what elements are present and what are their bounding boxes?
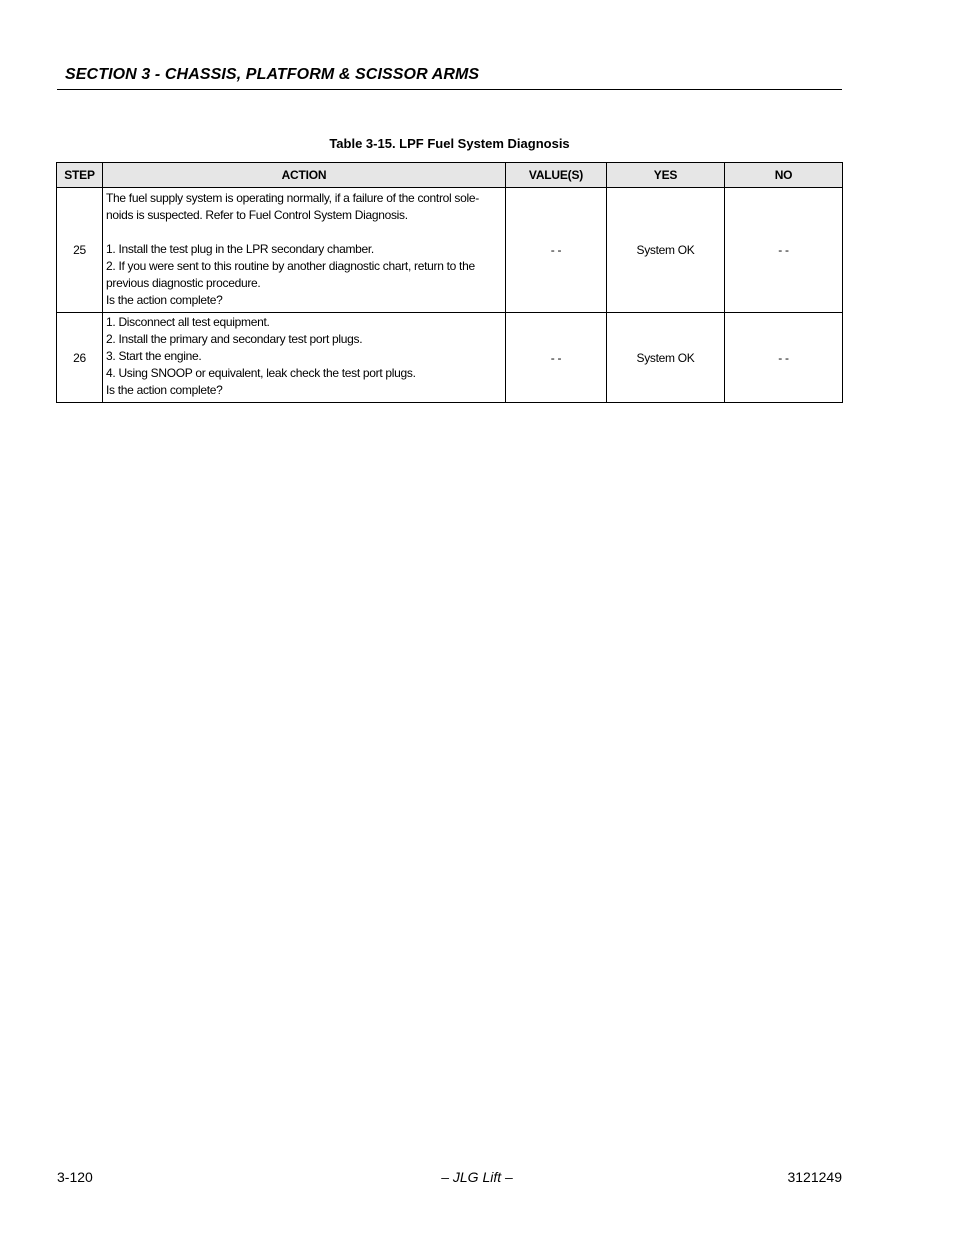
table-header-row xyxy=(57,163,843,188)
yes-cell: System OK xyxy=(607,188,725,313)
action-line: noids is suspected. Refer to Fuel Control System Diagnosis. xyxy=(106,207,408,222)
section-title: SECTION 3 - CHASSIS, PLATFORM & SCISSOR ARMS xyxy=(65,66,480,83)
no-cell: - - xyxy=(725,313,843,403)
action-cell xyxy=(103,313,506,403)
values-cell: - - xyxy=(506,188,607,313)
yes-cell: System OK xyxy=(607,313,725,403)
table-caption: Table 3-15. LPF Fuel System Diagnosis xyxy=(329,136,570,151)
action-line: 3. Start the engine. xyxy=(106,349,202,363)
footer-doc-number: 3121249 xyxy=(787,1169,842,1185)
step-cell: 26 xyxy=(57,313,103,403)
action-line: The fuel supply system is operating normally, if a failure of the control sole- xyxy=(106,190,479,205)
action-line: Is the action complete? xyxy=(106,383,223,397)
action-line: 2. Install the primary and secondary test port plugs. xyxy=(106,332,363,346)
action-cell xyxy=(103,188,506,313)
column-header-action: ACTION xyxy=(103,163,506,188)
column-header-yes: YES xyxy=(607,163,725,188)
diagnosis-table xyxy=(56,162,843,403)
action-line: previous diagnostic procedure. xyxy=(106,275,261,290)
footer-page-number: 3-120 xyxy=(57,1169,93,1185)
action-line: 1. Disconnect all test equipment. xyxy=(106,315,270,329)
column-header-step: STEP xyxy=(57,163,103,188)
no-cell: - - xyxy=(725,188,843,313)
action-line: Is the action complete? xyxy=(106,292,223,307)
step-cell: 25 xyxy=(57,188,103,313)
action-line-blank xyxy=(106,224,502,241)
section-header xyxy=(57,64,842,90)
values-cell: - - xyxy=(506,313,607,403)
action-line: 1. Install the test plug in the LPR secondary chamber. xyxy=(106,241,374,256)
action-line: 2. If you were sent to this routine by another diagnostic chart, return to the xyxy=(106,258,475,273)
column-header-no: NO xyxy=(725,163,843,188)
column-header-values: VALUE(S) xyxy=(506,163,607,188)
table-row xyxy=(57,188,843,313)
footer-brand: – JLG Lift – xyxy=(441,1169,513,1185)
table-row xyxy=(57,313,843,403)
action-line: 4. Using SNOOP or equivalent, leak check the test port plugs. xyxy=(106,366,416,380)
